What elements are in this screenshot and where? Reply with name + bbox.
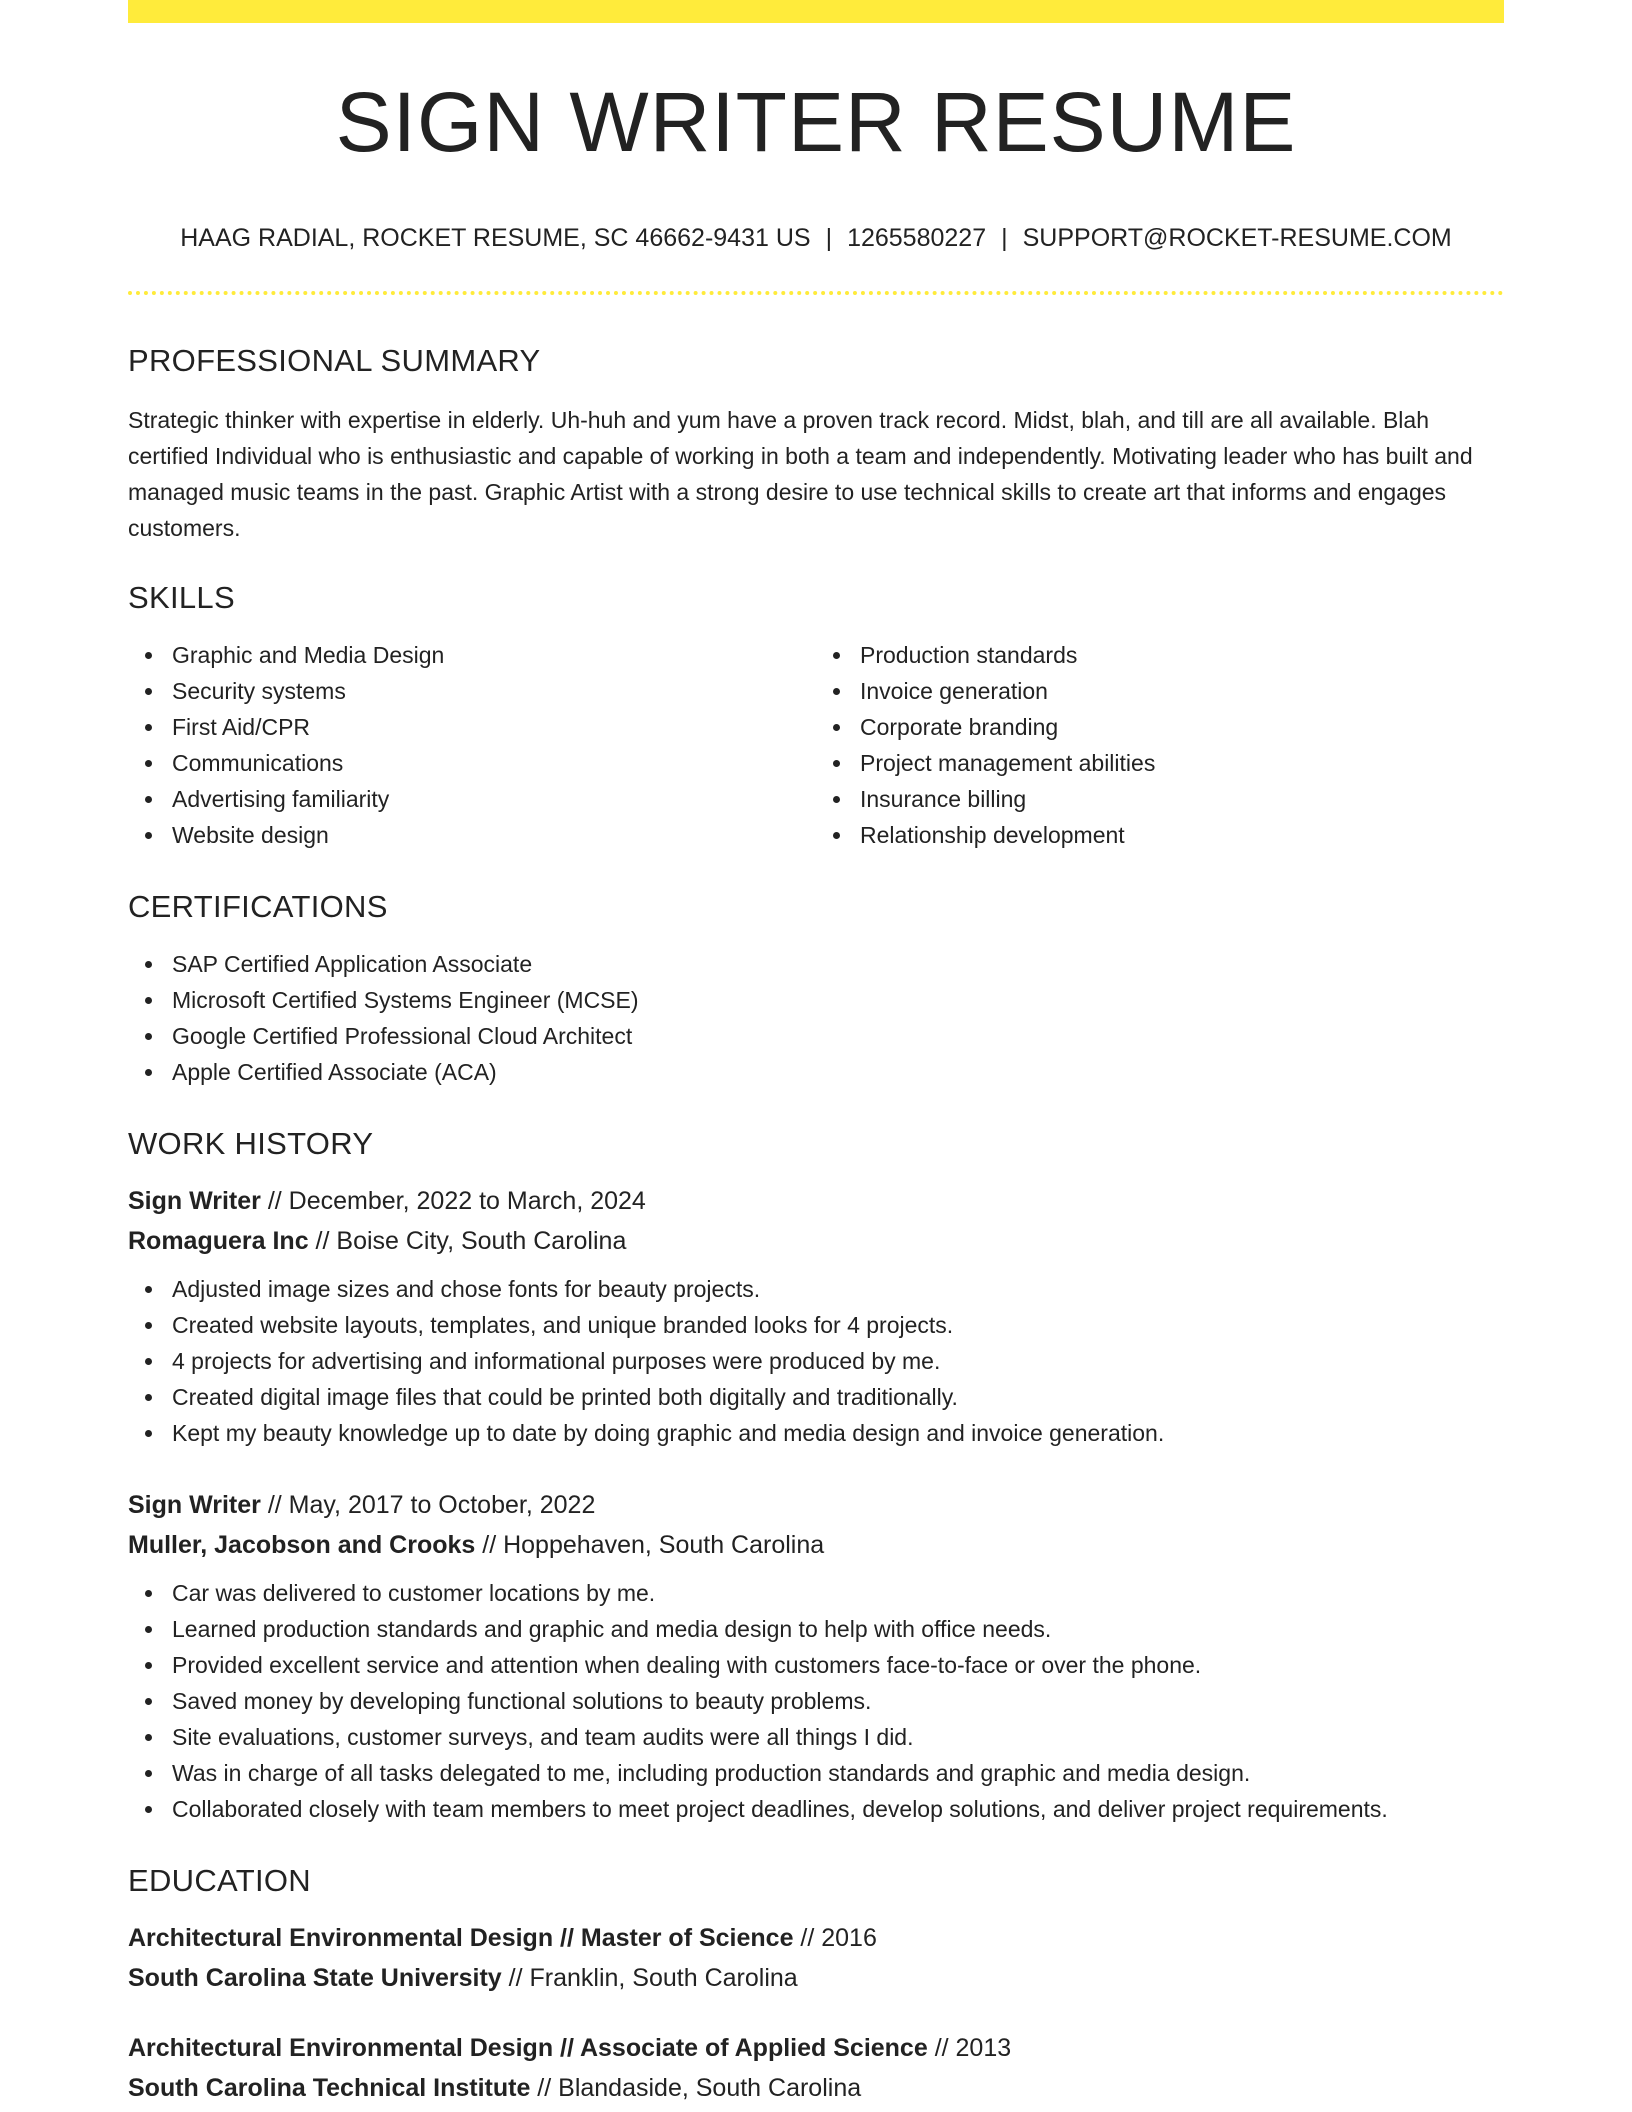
- education-degree-line: [128, 2028, 1504, 2068]
- skills-list-right: [816, 637, 1504, 853]
- contact-separator: |: [825, 224, 833, 252]
- skill-item: Insurance billing: [860, 781, 1504, 817]
- job-bullet: Collaborated closely with team members to meet project deadlines, develop solutions, and deliver project requirements.: [172, 1791, 1504, 1827]
- job-company: Romaguera Inc: [128, 1227, 309, 1255]
- education-degree: Architectural Environmental Design // Master of Science: [128, 1924, 794, 1952]
- work-history-heading: WORK HISTORY: [128, 1126, 374, 1161]
- skill-item: Security systems: [172, 673, 816, 709]
- education-school-line: [128, 2068, 1504, 2108]
- job-role-line: [128, 1485, 1504, 1525]
- job-role-line: [128, 1181, 1504, 1221]
- education-year: // 2013: [927, 2034, 1012, 2062]
- certification-item: Microsoft Certified Systems Engineer (MCSE): [172, 982, 1504, 1018]
- job-entry: [128, 1485, 1504, 1827]
- certifications-heading: CERTIFICATIONS: [128, 889, 388, 924]
- education-entry: [128, 1918, 1504, 1998]
- summary-heading: PROFESSIONAL SUMMARY: [128, 343, 541, 378]
- certification-item: Google Certified Professional Cloud Architect: [172, 1018, 1504, 1054]
- skill-item: Website design: [172, 817, 816, 853]
- education-heading: EDUCATION: [128, 1863, 311, 1898]
- summary-text: Strategic thinker with expertise in elderly. Uh-huh and yum have a proven track record. Midst, blah, and till are all available. Blah certified Individual who is enthusiastic and capable of working in both a team and independently. Motivating leader who has built and managed music teams in the past. Graphic Artist with a strong desire to use technical skills to create art that informs and engages customers.: [128, 407, 1473, 541]
- education-degree-line: [128, 1918, 1504, 1958]
- job-location: // Hoppehaven, South Carolina: [475, 1531, 825, 1559]
- resume-page: [128, 0, 1504, 2108]
- skill-item: Graphic and Media Design: [172, 637, 816, 673]
- job-company-line: [128, 1221, 1504, 1261]
- job-bullet: Saved money by developing functional solutions to beauty problems.: [172, 1683, 1504, 1719]
- education-school-line: [128, 1958, 1504, 1998]
- skill-item: Advertising familiarity: [172, 781, 816, 817]
- skills-columns: [128, 637, 1504, 853]
- job-bullet: Site evaluations, customer surveys, and team audits were all things I did.: [172, 1719, 1504, 1755]
- job-entry: [128, 1181, 1504, 1451]
- certification-item: SAP Certified Application Associate: [172, 946, 1504, 982]
- job-company: Muller, Jacobson and Crooks: [128, 1531, 476, 1559]
- job-bullet: Adjusted image sizes and chose fonts for beauty projects.: [172, 1271, 1504, 1307]
- job-bullet: Provided excellent service and attention when dealing with customers face-to-face or over the phone.: [172, 1647, 1504, 1683]
- education-degree: Architectural Environmental Design // Associate of Applied Science: [128, 2034, 928, 2062]
- job-bullet: Was in charge of all tasks delegated to me, including production standards and graphic and media design.: [172, 1755, 1504, 1791]
- education-location: // Franklin, South Carolina: [501, 1964, 798, 1992]
- skills-heading: SKILLS: [128, 580, 235, 615]
- education-school: South Carolina Technical Institute: [128, 2074, 531, 2102]
- job-dates: // May, 2017 to October, 2022: [260, 1491, 596, 1519]
- education-school: South Carolina State University: [128, 1964, 502, 1992]
- job-bullet: 4 projects for advertising and informational purposes were produced by me.: [172, 1343, 1504, 1379]
- resume-title: SIGN WRITER RESUME: [335, 75, 1297, 169]
- contact-email: SUPPORT@ROCKET-RESUME.COM: [1022, 224, 1452, 252]
- skill-item: Relationship development: [860, 817, 1504, 853]
- job-bullet: Kept my beauty knowledge up to date by doing graphic and media design and invoice generation.: [172, 1415, 1504, 1451]
- job-bullet: Created digital image files that could be printed both digitally and traditionally.: [172, 1379, 1504, 1415]
- education-year: // 2016: [793, 1924, 877, 1952]
- contact-address: HAAG RADIAL, ROCKET RESUME, SC 46662-9431 US: [180, 224, 811, 252]
- contact-phone: 1265580227: [847, 224, 987, 252]
- job-company-line: [128, 1525, 1504, 1565]
- education-location: // Blandaside, South Carolina: [530, 2074, 862, 2102]
- job-bullet: Learned production standards and graphic and media design to help with office needs.: [172, 1611, 1504, 1647]
- skill-item: Communications: [172, 745, 816, 781]
- contact-separator: |: [1001, 224, 1008, 252]
- contact-line: [128, 226, 1504, 251]
- top-accent-bar: [128, 0, 1504, 23]
- skills-list-left: [128, 637, 816, 853]
- job-dates: // December, 2022 to March, 2024: [260, 1187, 646, 1215]
- skill-item: Invoice generation: [860, 673, 1504, 709]
- job-bullet: Car was delivered to customer locations by me.: [172, 1575, 1504, 1611]
- certification-item: Apple Certified Associate (ACA): [172, 1054, 1504, 1090]
- job-role: Sign Writer: [128, 1491, 261, 1519]
- job-role: Sign Writer: [128, 1187, 261, 1215]
- job-bullet: Created website layouts, templates, and unique branded looks for 4 projects.: [172, 1307, 1504, 1343]
- skill-item: Project management abilities: [860, 745, 1504, 781]
- skill-item: Corporate branding: [860, 709, 1504, 745]
- job-location: // Boise City, South Carolina: [308, 1227, 627, 1255]
- dotted-divider: [128, 291, 1504, 295]
- certifications-list: [128, 946, 1504, 1090]
- education-entry: [128, 2028, 1504, 2108]
- job-bullet-list: [128, 1575, 1504, 1827]
- skill-item: Production standards: [860, 637, 1504, 673]
- skill-item: First Aid/CPR: [172, 709, 816, 745]
- job-bullet-list: [128, 1271, 1504, 1451]
